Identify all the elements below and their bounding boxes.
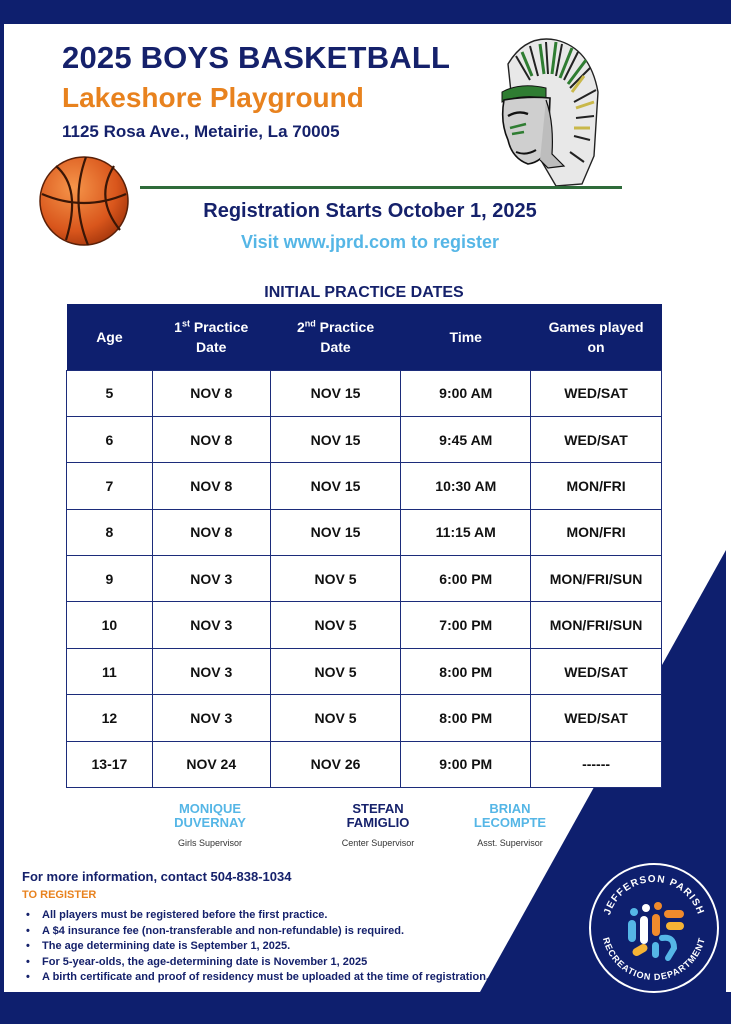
- cell-time: 9:00 AM: [401, 370, 531, 416]
- rule-item: • A birth certificate and proof of residency must be uploaded at the time of registration.: [24, 970, 489, 986]
- table-title: INITIAL PRACTICE DATES: [264, 284, 464, 301]
- cell-age: 13-17: [67, 741, 153, 787]
- cell-games: ------: [531, 741, 662, 787]
- logo-bottom-text: RECREATION DEPARTMENT: [600, 936, 707, 983]
- cell-games: MON/FRI: [531, 509, 662, 555]
- header-games: Games played on: [531, 304, 662, 370]
- rule-item: • A $4 insurance fee (non-transferable and non-refundable) is required.: [24, 924, 489, 940]
- cell-time: 8:00 PM: [401, 648, 531, 694]
- cell-games: MON/FRI/SUN: [531, 556, 662, 602]
- cell-time: 9:00 PM: [401, 741, 531, 787]
- table-header-row: [67, 304, 662, 370]
- cell-games: MON/FRI: [531, 463, 662, 509]
- cell-age: 8: [67, 509, 153, 555]
- cell-games: WED/SAT: [531, 695, 662, 741]
- cell-age: 11: [67, 648, 153, 694]
- playground-name: Lakeshore Playground: [62, 82, 364, 113]
- cell-age: 6: [67, 416, 153, 462]
- rule-item: • For 5-year-olds, the age-determining date is November 1, 2025: [24, 955, 489, 971]
- staff-role: Asst. Supervisor: [477, 838, 543, 848]
- cell-second: NOV 5: [270, 602, 401, 648]
- table-row: [67, 741, 662, 787]
- table-row: [67, 556, 662, 602]
- cell-first: NOV 3: [152, 602, 270, 648]
- playground-address: 1125 Rosa Ave., Metairie, La 70005: [62, 122, 340, 141]
- table-row: [67, 463, 662, 509]
- cell-time: 11:15 AM: [401, 509, 531, 555]
- chief-mascot-icon: [486, 36, 604, 186]
- cell-first: NOV 24: [152, 741, 270, 787]
- staff-name-first: STEFAN: [352, 801, 404, 816]
- cell-age: 12: [67, 695, 153, 741]
- cell-first: NOV 8: [152, 509, 270, 555]
- cell-first: NOV 3: [152, 648, 270, 694]
- cell-second: NOV 26: [270, 741, 401, 787]
- staff-name-last: LECOMPTE: [473, 815, 547, 830]
- cell-games: MON/FRI/SUN: [531, 602, 662, 648]
- jprd-logo-icon: [588, 862, 720, 994]
- cell-age: 5: [67, 370, 153, 416]
- rule-item: • The age determining date is September 1, 2025.: [24, 939, 489, 955]
- table-row: [67, 370, 662, 416]
- cell-games: WED/SAT: [531, 416, 662, 462]
- cell-second: NOV 5: [270, 695, 401, 741]
- practice-table: [66, 304, 662, 788]
- basketball-icon: [36, 154, 132, 248]
- staff-member: [308, 802, 448, 848]
- staff-name-first: MONIQUE: [178, 801, 242, 816]
- table-row: [67, 648, 662, 694]
- cell-second: NOV 15: [270, 463, 401, 509]
- rule-item: • All players must be registered before the first practice.: [24, 908, 489, 924]
- header-second-practice: 2nd Practice Date: [270, 304, 401, 370]
- staff-role: Center Supervisor: [341, 838, 415, 848]
- table-row: [67, 695, 662, 741]
- contact-info: For more information, contact 504-838-1034: [22, 869, 292, 884]
- staff-member: [140, 802, 280, 848]
- registration-rules: [24, 908, 489, 986]
- cell-first: NOV 8: [152, 370, 270, 416]
- registration-start: Registration Starts October 1, 2025: [203, 200, 537, 222]
- cell-games: WED/SAT: [531, 648, 662, 694]
- cell-second: NOV 5: [270, 648, 401, 694]
- cell-age: 10: [67, 602, 153, 648]
- cell-second: NOV 15: [270, 416, 401, 462]
- table-row: [67, 416, 662, 462]
- staff-name-last: FAMIGLIO: [346, 815, 410, 830]
- bottom-navy-bar: [0, 992, 731, 1024]
- header-first-practice: 1st Practice Date: [152, 304, 270, 370]
- cell-second: NOV 5: [270, 556, 401, 602]
- cell-games: WED/SAT: [531, 370, 662, 416]
- cell-first: NOV 8: [152, 463, 270, 509]
- staff-name-last: DUVERNAY: [174, 815, 246, 830]
- cell-time: 10:30 AM: [401, 463, 531, 509]
- cell-first: NOV 8: [152, 416, 270, 462]
- header-time: Time: [401, 304, 531, 370]
- cell-first: NOV 3: [152, 695, 270, 741]
- cell-age: 7: [67, 463, 153, 509]
- cell-first: NOV 3: [152, 556, 270, 602]
- cell-age: 9: [67, 556, 153, 602]
- staff-role: Girls Supervisor: [177, 838, 242, 848]
- to-register-heading: TO REGISTER: [22, 889, 97, 901]
- staff-name-first: BRIAN: [489, 801, 531, 816]
- table-row: [67, 602, 662, 648]
- cell-second: NOV 15: [270, 370, 401, 416]
- cell-time: 7:00 PM: [401, 602, 531, 648]
- cell-time: 9:45 AM: [401, 416, 531, 462]
- flyer-title: 2025 BOYS BASKETBALL: [62, 40, 451, 75]
- table-row: [67, 509, 662, 555]
- cell-time: 8:00 PM: [401, 695, 531, 741]
- green-divider: [140, 186, 622, 189]
- header-age: Age: [67, 304, 153, 370]
- registration-link[interactable]: Visit www.jprd.com to register: [240, 232, 500, 252]
- cell-time: 6:00 PM: [401, 556, 531, 602]
- logo-top-text: JEFFERSON PARISH: [602, 873, 706, 917]
- staff-member: [440, 802, 580, 848]
- cell-second: NOV 15: [270, 509, 401, 555]
- top-navy-bar: [0, 0, 731, 24]
